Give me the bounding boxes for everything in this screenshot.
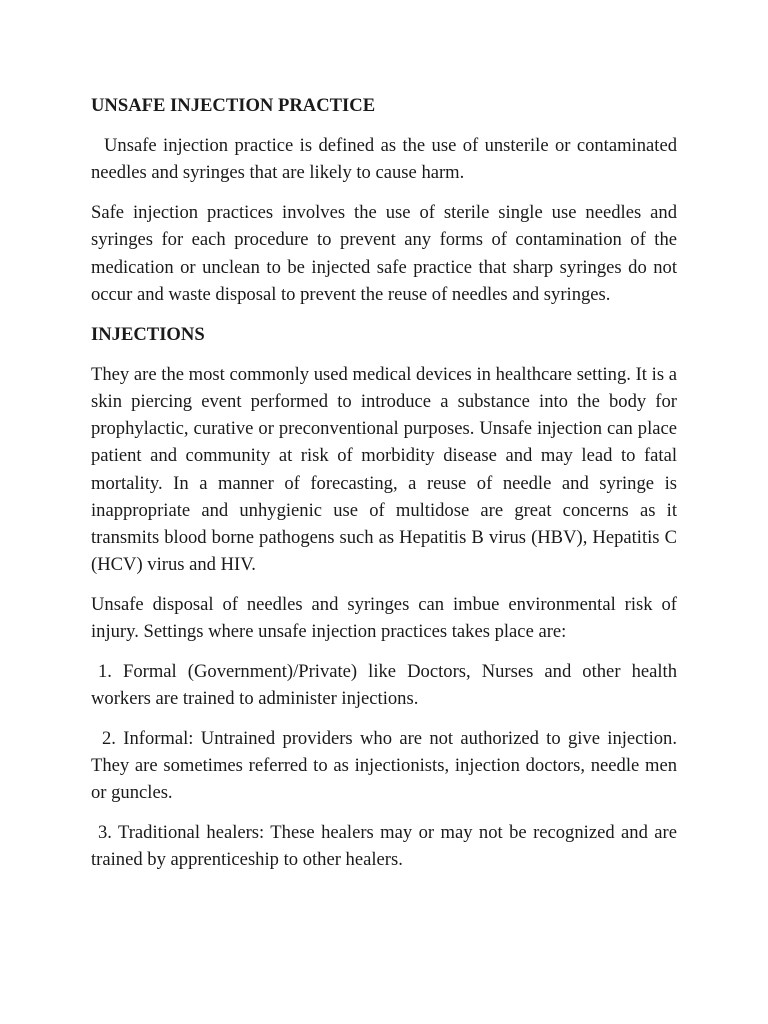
list-item-traditional: 3. Traditional healers: These healers may or may not be recognized and are trained by apprenticeship to other healers.: [91, 822, 677, 871]
document-page: [91, 92, 677, 886]
paragraph-disposal: Unsafe disposal of needles and syringes can imbue environmental risk of injury. Settings where unsafe injection practices takes place are:: [91, 594, 677, 643]
list-item-formal: 1. Formal (Government)/Private) like Doctors, Nurses and other health workers are trained to administer injections.: [91, 661, 677, 710]
section-heading-injections: INJECTIONS: [91, 323, 205, 345]
paragraph-definition: Unsafe injection practice is defined as the use of unsterile or contaminated needles and syringes that are likely to cause harm.: [91, 135, 677, 184]
paragraph-safe-practices: Safe injection practices involves the use of sterile single use needles and syringes for each procedure to prevent any forms of contamination of the medication or unclean to be injected safe practice that sharp syringes do not occur and waste disposal to prevent the reuse of needles and syringes.: [91, 202, 677, 305]
list-item-informal: 2. Informal: Untrained providers who are not authorized to give injection. They are sometimes referred to as injectionists, injection doctors, needle men or guncles.: [91, 728, 677, 804]
paragraph-injections: They are the most commonly used medical devices in healthcare setting. It is a skin piercing event performed to introduce a substance into the body for prophylactic, curative or preconventional purposes. Unsafe injection can place patient and community at risk of morbidity disease and may lead to fatal mortality. In a manner of forecasting, a reuse of needle and syringe is inappropriate and unhygienic use of multidose are great concerns as it transmits blood borne pathogens such as Hepatitis B virus (HBV), Hepatitis C (HCV) virus and HIV.: [91, 363, 677, 576]
document-title: UNSAFE INJECTION PRACTICE: [91, 95, 376, 116]
